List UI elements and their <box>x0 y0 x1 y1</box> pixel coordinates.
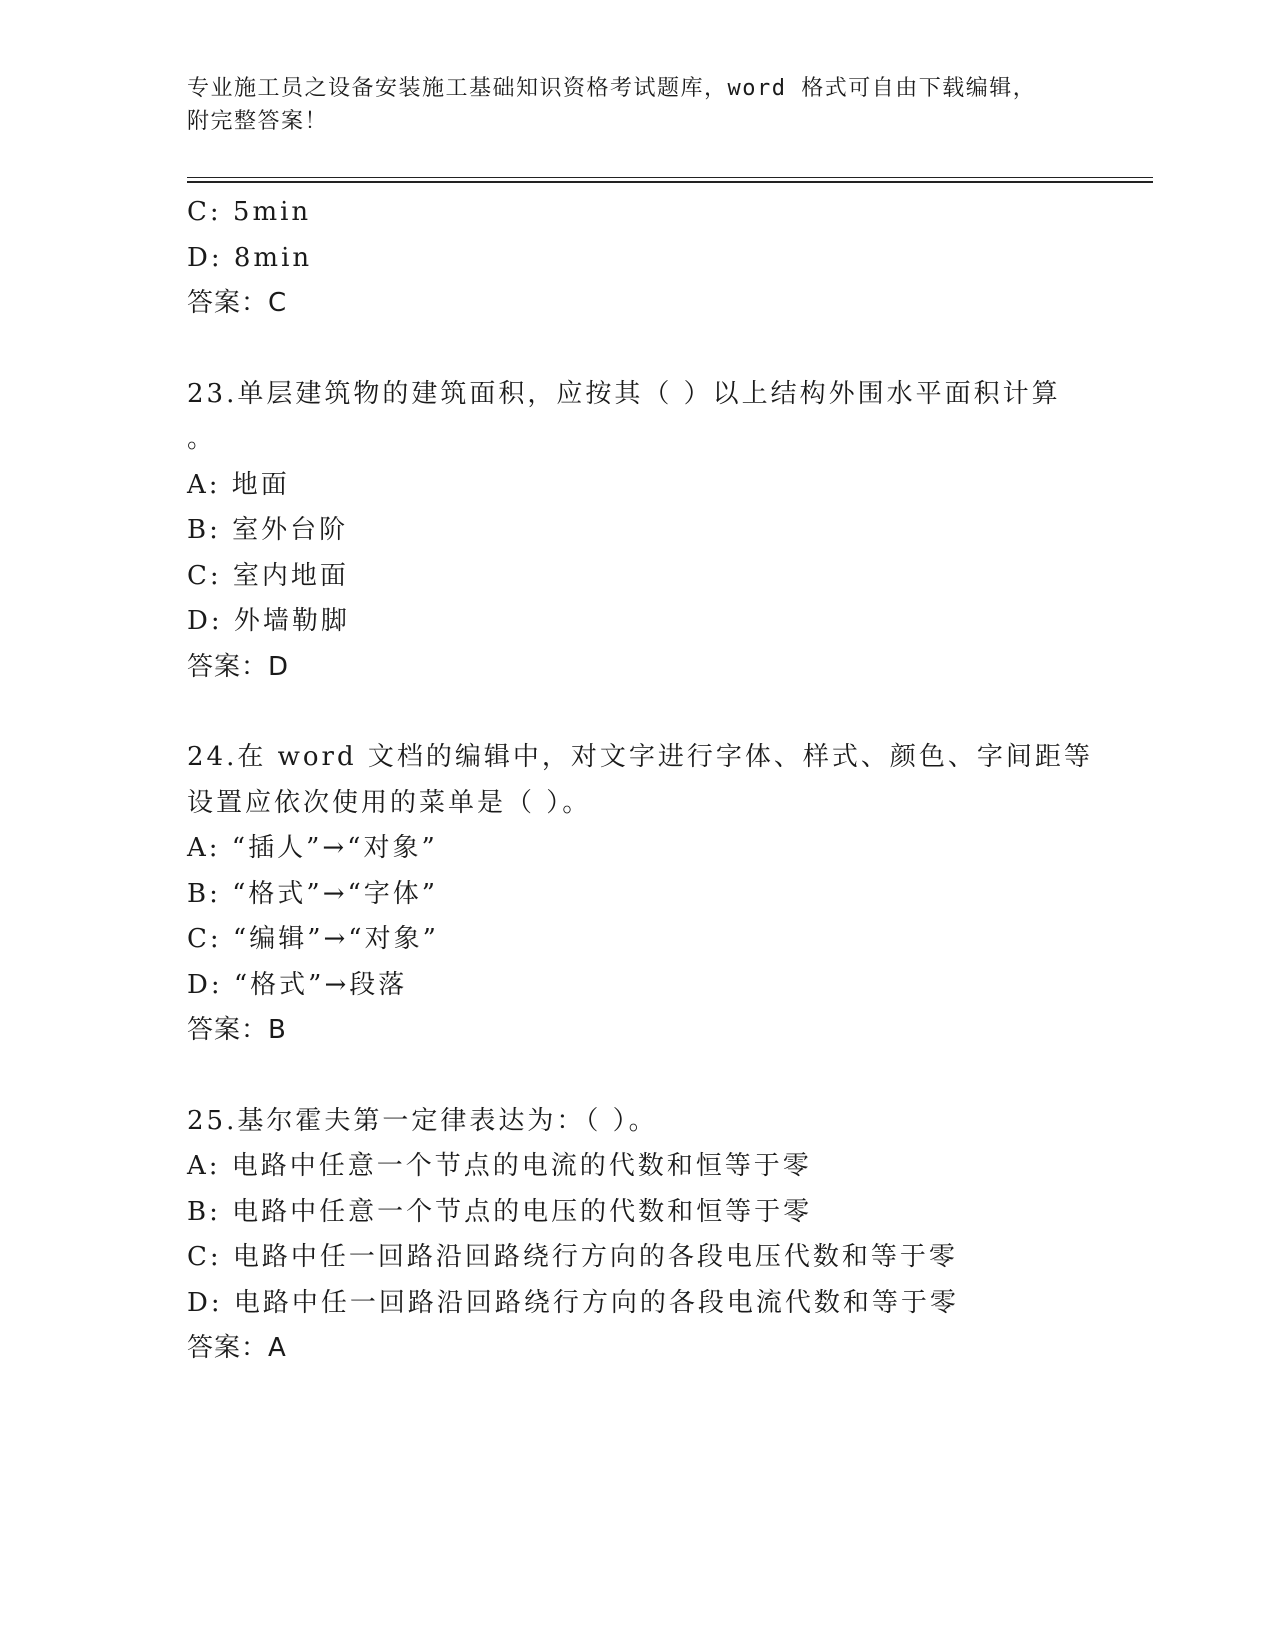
option-d: D: 8min <box>187 242 313 273</box>
option-c: C: 5min <box>187 197 312 227</box>
header-line-2: 附完整答案！ <box>187 109 329 134</box>
header-line-1: 专业施工员之设备安装施工基础知识资格考试题库，word 格式可自由下载编辑， <box>187 76 1037 101</box>
option-a: A: 电路中任意一个节点的电流的代数和恒等于零 <box>187 1151 812 1181</box>
answer-line: 答案：A <box>187 1333 287 1363</box>
option-c: C: 室内地面 <box>187 560 349 591</box>
spacer <box>187 1054 1087 1099</box>
answer-line: 答案：B <box>187 1015 287 1045</box>
option-d: D: “格式”→段落 <box>187 969 408 1000</box>
question-25 <box>187 1099 1087 1372</box>
answer-line: 答案：D <box>187 651 290 682</box>
question-stem: 25.基尔霍夫第一定律表达为：（ ）。 <box>187 1105 658 1136</box>
question-stem: 24.在 word 文档的编辑中，对文字进行字体、样式、颜色、字间距等 <box>187 742 1093 772</box>
option-a: A: 地面 <box>187 469 290 500</box>
option-d: D: 电路中任一回路沿回路绕行方向的各段电流代数和等于零 <box>187 1287 959 1318</box>
question-list <box>187 190 1093 1372</box>
option-c: C: “编辑”→“对象” <box>187 924 439 954</box>
option-b: B: “格式”→“字体” <box>187 878 439 909</box>
option-c: C: 电路中任一回路沿回路绕行方向的各段电压代数和等于零 <box>187 1242 958 1272</box>
option-b: B: 室外台阶 <box>187 515 349 545</box>
option-a: A: “插人”→“对象” <box>187 833 438 863</box>
question-stem-continued: 。 <box>187 424 217 454</box>
question-22-tail <box>187 190 1087 327</box>
question-23 <box>187 372 1087 691</box>
question-stem: 23.单层建筑物的建筑面积，应按其（ ）以上结构外围水平面积计算 <box>187 378 1061 409</box>
page-header <box>187 72 1047 138</box>
header-rule-thick <box>187 181 1153 183</box>
answer-line: 答案：C <box>187 288 288 318</box>
option-b: B: 电路中任意一个节点的电压的代数和恒等于零 <box>187 1196 813 1227</box>
spacer <box>187 327 1087 372</box>
question-stem-continued: 设置应依次使用的菜单是（ ）。 <box>187 787 592 818</box>
header-rule-thin <box>187 177 1153 178</box>
option-d: D: 外墙勒脚 <box>187 606 350 636</box>
question-24 <box>187 735 1093 1054</box>
spacer <box>187 690 1087 735</box>
